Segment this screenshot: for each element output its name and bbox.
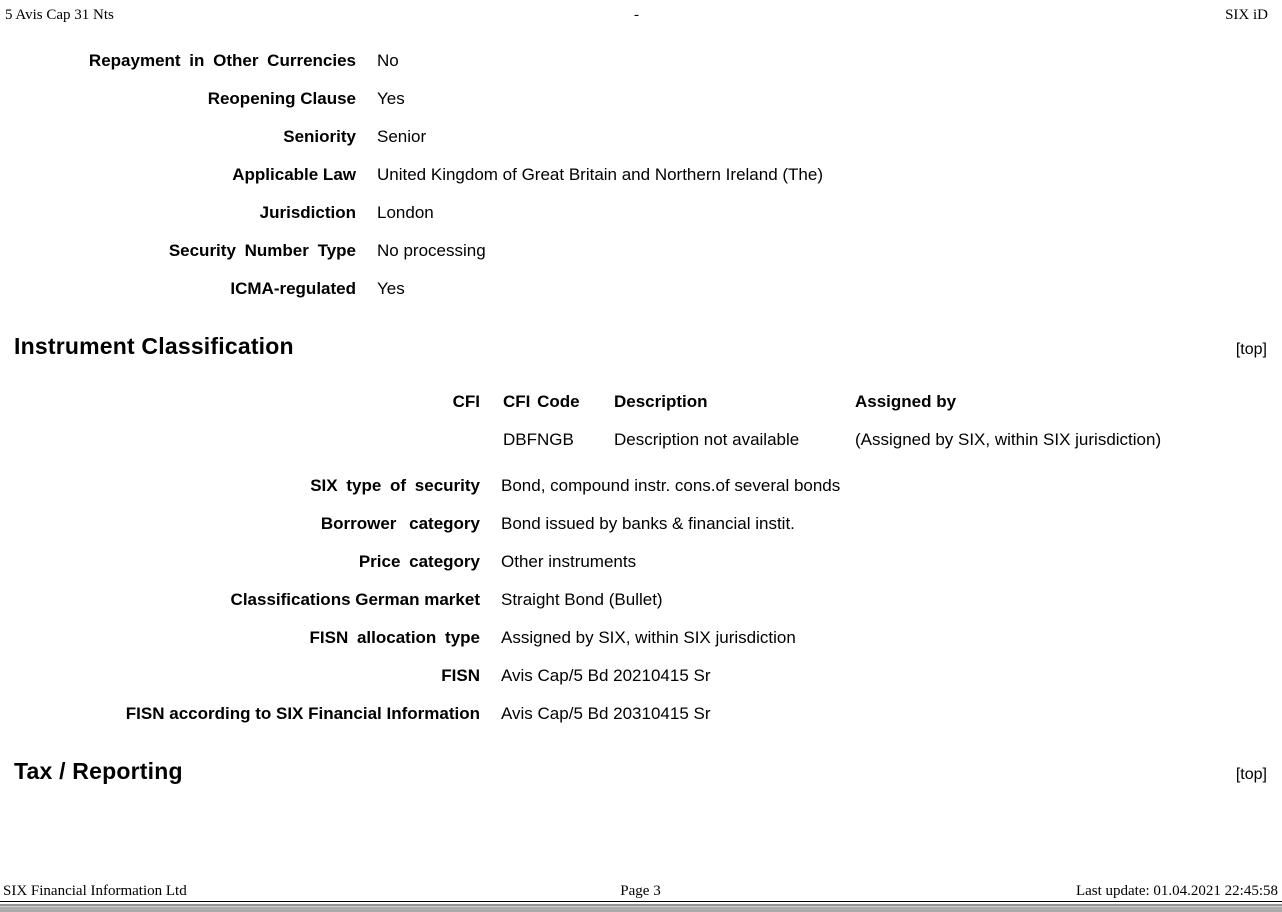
field-value: Yes: [377, 279, 405, 298]
field-row-fisn: [0, 666, 1282, 704]
last-update-timestamp: Last update: 01.04.2021 22:45:58: [1075, 883, 1278, 899]
field-value: Avis Cap/5 Bd 20210415 Sr: [501, 666, 711, 685]
field-row-fisn-allocation-type: [0, 628, 1282, 666]
field-value: United Kingdom of Great Britain and Northern Ireland (The): [377, 165, 824, 184]
app-name: SIX iD: [1225, 7, 1268, 23]
field-value: Senior: [377, 127, 427, 146]
document-body: [0, 51, 1282, 785]
cfi-assigned-by-value: (Assigned by SIX, within SIX jurisdiction): [855, 430, 1162, 449]
section-title: Tax / Reporting: [14, 758, 183, 784]
field-label: Classifications German market: [230, 590, 480, 609]
field-label: FISN according to SIX Financial Information: [125, 704, 480, 723]
field-label: FISN allocation type: [309, 628, 480, 647]
field-value: Bond issued by banks & financial instit.: [501, 514, 795, 533]
field-label: Jurisdiction: [259, 203, 356, 222]
section-heading-instrument-classification: [14, 333, 1267, 360]
field-row-classifications-german-market: [0, 590, 1282, 628]
field-row-seniority: [0, 127, 1282, 165]
field-value: London: [377, 203, 434, 222]
section-title: Instrument Classification: [14, 333, 294, 359]
field-label: Borrower category: [320, 514, 480, 533]
field-value: Assigned by SIX, within SIX jurisdiction: [501, 628, 796, 647]
cfi-col-header-description: Description: [614, 392, 708, 411]
field-value: Straight Bond (Bullet): [501, 590, 663, 609]
classification-fields: [0, 476, 1282, 742]
field-value: No processing: [377, 241, 486, 260]
general-fields-section: [0, 51, 1282, 317]
field-row-icma-regulated: [0, 279, 1282, 317]
field-row-repayment-other-currencies: [0, 51, 1282, 89]
field-label: Repayment in Other Currencies: [88, 51, 356, 70]
section-heading-tax-reporting: [14, 758, 1267, 785]
footer-company-name: SIX Financial Information Ltd: [3, 883, 187, 899]
field-value: Avis Cap/5 Bd 20310415 Sr: [501, 704, 711, 723]
page-number: Page 3: [620, 883, 661, 899]
top-link[interactable]: [top]: [1235, 766, 1267, 783]
field-label: ICMA-regulated: [230, 279, 356, 298]
field-row-security-number-type: [0, 241, 1282, 279]
field-row-price-category: [0, 552, 1282, 590]
field-label: Security Number Type: [168, 241, 356, 260]
field-row-applicable-law: [0, 165, 1282, 203]
document-title: 5 Avis Cap 31 Nts: [5, 7, 114, 23]
field-value: Other instruments: [501, 552, 637, 571]
field-row-six-type-of-security: [0, 476, 1282, 514]
top-link[interactable]: [top]: [1235, 341, 1267, 358]
field-row-borrower-category: [0, 514, 1282, 552]
field-label: Seniority: [283, 127, 356, 146]
footer-divider-line: [0, 901, 1282, 902]
page-header: [0, 0, 1282, 24]
field-row-reopening-clause: [0, 89, 1282, 127]
field-row-jurisdiction: [0, 203, 1282, 241]
field-label-cfi: CFI: [452, 392, 480, 411]
field-label: SIX type of security: [310, 476, 480, 495]
instrument-classification-section: [0, 392, 1282, 742]
field-value: No: [377, 51, 399, 70]
header-center-mark: -: [634, 7, 639, 23]
page-footer: [3, 883, 1278, 900]
field-value: Yes: [377, 89, 405, 108]
cfi-code-value: DBFNGB: [503, 430, 574, 449]
field-label: Price category: [358, 552, 480, 571]
horizontal-scrollbar[interactable]: [0, 903, 1282, 912]
field-label: Applicable Law: [232, 165, 356, 184]
field-row-fisn-according-six: [0, 704, 1282, 742]
field-label: FISN: [441, 666, 480, 685]
cfi-col-header-assigned-by: Assigned by: [855, 392, 957, 411]
cfi-description-value: Description not available: [614, 430, 800, 449]
field-value: Bond, compound instr. cons.of several bonds: [501, 476, 841, 495]
cfi-col-header-code: CFI Code: [503, 392, 580, 411]
field-label: Reopening Clause: [207, 89, 356, 108]
cfi-table: [503, 392, 1161, 468]
cfi-table-block: [0, 392, 1282, 468]
